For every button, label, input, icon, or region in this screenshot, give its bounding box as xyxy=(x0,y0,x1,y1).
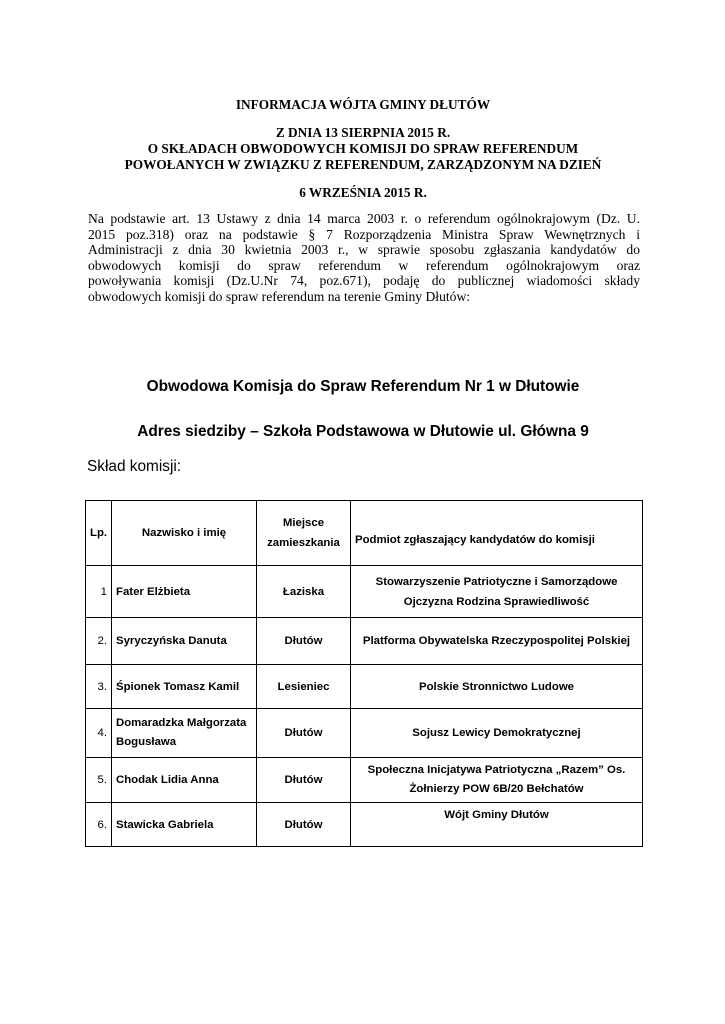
row-lp: 4. xyxy=(86,709,112,758)
header-subject: O SKŁADACH OBWODOWYCH KOMISJI DO SPRAW REFERENDUM xyxy=(147,141,579,156)
row-name: Syryczyńska Danuta xyxy=(112,618,257,665)
row-name: Chodak Lidia Anna xyxy=(112,758,257,803)
intro-line: Na podstawie art. 13 Ustawy z dnia 14 marca 2003 r. o referendum ogólnokrajowym (Dz. U. xyxy=(88,211,640,226)
intro-line: obwodowych komisji do spraw referendum na terenie Gminy Dłutów: xyxy=(88,288,471,304)
row-name: Fater Elżbieta xyxy=(112,566,257,618)
header-date: Z DNIA 13 SIERPNIA 2015 R. xyxy=(275,125,451,140)
row-name: Stawicka Gabriela xyxy=(112,803,257,847)
row-lp: 6. xyxy=(86,803,112,847)
header-subject: Podmiot zgłaszający kandydatów do komisji xyxy=(351,501,643,566)
table-row xyxy=(86,803,643,847)
row-name xyxy=(112,709,257,758)
header-title: INFORMACJA WÓJTA GMINY DŁUTÓW xyxy=(235,97,491,112)
header-place xyxy=(257,501,351,566)
table-row xyxy=(86,758,643,803)
row-subject: Polskie Stronnictwo Ludowe xyxy=(351,665,643,709)
row-subject-line2: Żołnierzy POW 6B/20 Bełchatów xyxy=(409,783,584,795)
composition-label: Skład komisji: xyxy=(87,458,182,475)
table-row xyxy=(86,709,643,758)
row-lp: 5. xyxy=(86,758,112,803)
row-subject-line1: Stowarzyszenie Patriotyczne i Samorządowe xyxy=(375,575,618,588)
row-place: Dłutów xyxy=(257,803,351,847)
row-place: Dłutów xyxy=(257,709,351,758)
row-lp: 1 xyxy=(86,566,112,618)
row-subject xyxy=(351,758,643,803)
row-lp: 2. xyxy=(86,618,112,665)
table-row xyxy=(86,665,643,709)
header-name: Nazwisko i imię xyxy=(112,501,257,566)
row-subject: Platforma Obywatelska Rzeczypospolitej Polskiej xyxy=(351,618,643,665)
row-subject-line1: Społeczna Inicjatywa Patriotyczna „Razem” Os. xyxy=(367,764,626,776)
row-name-line2: Bogusława xyxy=(116,736,177,748)
commission-title: Obwodowa Komisja do Spraw Referendum Nr 1 w Dłutowie xyxy=(146,378,580,395)
table-header-row xyxy=(86,501,643,566)
row-name-line1: Domaradzka Małgorzata xyxy=(116,717,247,729)
commission-address: Adres siedziby – Szkoła Podstawowa w Dłutowie ul. Główna 9 xyxy=(137,423,589,440)
row-place: Lesieniec xyxy=(257,665,351,709)
row-subject xyxy=(351,566,643,618)
intro-line: obwodowych komisji do spraw referendum w referendum ogólnokrajowym oraz xyxy=(88,257,640,273)
row-subject: Wójt Gminy Dłutów xyxy=(351,803,643,847)
row-place: Łaziska xyxy=(257,566,351,618)
commission-table xyxy=(85,500,643,847)
intro-line: powoływania komisji (Dz.U.Nr 74, poz.671), podaję do publicznej wiadomości składy xyxy=(88,273,640,289)
row-place: Dłutów xyxy=(257,758,351,803)
row-place: Dłutów xyxy=(257,618,351,665)
intro-line: Administracji z dnia 30 kwietnia 2003 r., w sprawie sposobu zgłaszania kandydatów do xyxy=(88,242,640,258)
row-subject-line2: Ojczyzna Rodzina Sprawiedliwość xyxy=(403,595,590,608)
row-lp: 3. xyxy=(86,665,112,709)
header-referendum-date: 6 WRZEŚNIA 2015 R. xyxy=(299,185,427,200)
row-subject: Sojusz Lewicy Demokratycznej xyxy=(351,709,643,758)
intro-paragraph xyxy=(88,211,640,305)
header-subject-cont: POWOŁANYCH W ZWIĄZKU Z REFERENDUM, ZARZĄDZONYM NA DZIEŃ xyxy=(124,157,602,172)
intro-line: 2015 poz.318) oraz na podstawie § 7 Rozporządzenia Ministra Spraw Wewnętrznych i xyxy=(88,226,640,242)
table-row xyxy=(86,618,643,665)
header-place-line2: zamieszkania xyxy=(267,537,340,549)
row-name: Śpionek Tomasz Kamil xyxy=(112,665,257,709)
table-row xyxy=(86,566,643,618)
header-place-line1: Miejsce xyxy=(282,517,325,529)
header-lp: Lp. xyxy=(86,501,112,566)
